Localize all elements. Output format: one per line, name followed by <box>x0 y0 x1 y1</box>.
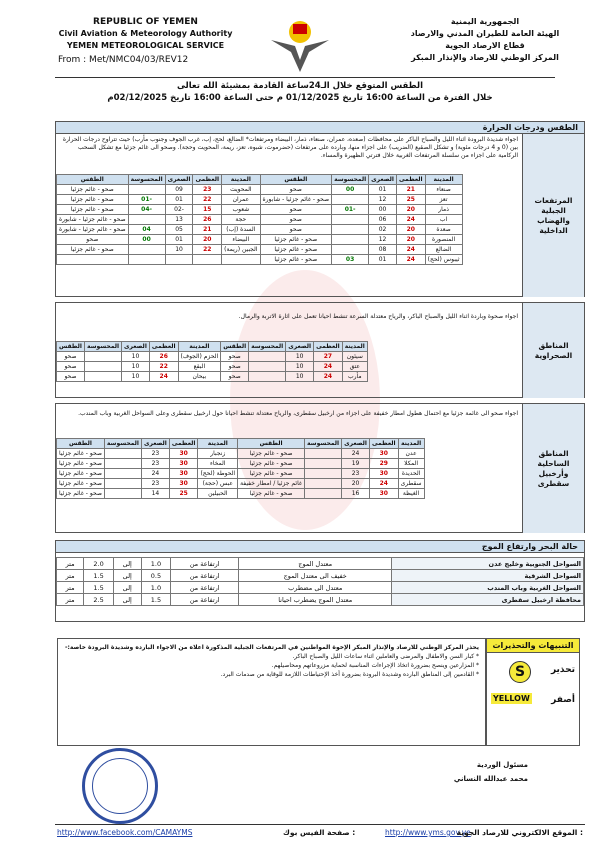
header-en-line: Civil Aviation & Meteorology Authority <box>58 29 233 38</box>
table-cell: 12 <box>369 195 397 205</box>
table-cell <box>332 245 369 255</box>
warning-line: يحذر المركز الوطني للارصاد والإنذار المبكر الإخوة المواطنين في المرتفعات الجبلية المذكورة اعلاه من الاجواء البارده وشديدة البرودة خاصة:- <box>64 644 479 651</box>
table-cell: 01 <box>369 185 397 195</box>
table-cell: 24 <box>396 245 425 255</box>
table-cell <box>165 255 193 265</box>
sea-cell-h_from_label: ارتفاعة من <box>171 594 239 606</box>
table-cell: صحو - غائم جزئيا <box>57 185 129 195</box>
section-desert <box>55 302 585 398</box>
table-cell: 30 <box>369 449 398 459</box>
table-cell: 29 <box>369 459 398 469</box>
table-cell: 24 <box>396 215 425 225</box>
signature-block <box>454 758 528 786</box>
table-cell: 23 <box>193 185 222 195</box>
table-row <box>57 215 463 225</box>
table-cell: 27 <box>314 352 343 362</box>
table-cell: 01- <box>128 195 165 205</box>
table-cell: 30 <box>169 479 198 489</box>
table-cell: 20 <box>342 479 370 489</box>
table-cell: 01 <box>165 195 193 205</box>
facebook-label: صفحة الفيس بوك : <box>283 828 356 837</box>
column-header: المدينة <box>198 439 238 449</box>
table-row <box>57 205 463 215</box>
table-cell <box>128 215 165 225</box>
table-cell: 01 <box>165 235 193 245</box>
table-cell <box>222 255 260 265</box>
table-cell: صحو <box>260 215 332 225</box>
table-cell <box>128 245 165 255</box>
table-cell: غائم جزئيا / امطار خفيفة <box>238 479 305 489</box>
table-cell: 30 <box>369 489 398 499</box>
table-cell: صحو - غائم جزئيا - شابورة <box>57 225 129 235</box>
table-cell: صعدة <box>425 225 462 235</box>
sea-cell-to_label: إلى <box>113 594 141 606</box>
table-cell: 00 <box>369 205 397 215</box>
sea-cell-from: 1.5 <box>141 594 171 606</box>
table-cell: ذمار <box>425 205 462 215</box>
table-cell: 05 <box>165 225 193 235</box>
table-cell: زنجبار <box>198 449 238 459</box>
table-cell: 04- <box>128 205 165 215</box>
table-cell: صحو <box>260 185 332 195</box>
region-description: اجواء صحوة وباردة اثناء الليل والصباح الباكر، والرياح معتدلة السرعة تنشط احيانا تعمل على اثارة الاتربة والرمال. <box>238 313 518 320</box>
table-cell: 24 <box>396 255 425 265</box>
warning-color-en: YELLOW <box>493 694 530 703</box>
header-ar-line: قطاع الارصاد الجوية <box>445 41 525 50</box>
table-cell: صحو - غائم جزئيا <box>57 195 129 205</box>
table-cell <box>84 352 121 362</box>
table-row <box>57 185 463 195</box>
table-cell <box>104 469 141 479</box>
warning-symbol-icon: S <box>509 661 531 683</box>
table-cell: صحو <box>221 352 249 362</box>
table-cell: عدن <box>398 449 424 459</box>
table-cell <box>128 185 165 195</box>
column-header: الطقس <box>260 175 332 185</box>
sea-cell-to: 1.5 <box>84 582 114 594</box>
column-header: الصغرى <box>369 175 397 185</box>
region-label: المناطق الصحراوية <box>522 303 584 398</box>
column-header: العظمى <box>396 175 425 185</box>
table-row <box>57 362 368 372</box>
warning-line: * المزارعين وينصح بضرورة اتخاذ الإجراءات المناسبة لحماية مزروعاتهم ومحاصيلهم. <box>271 662 479 669</box>
table-cell: 10 <box>286 362 314 372</box>
sea-cell-region: السواحل الشرقية <box>392 570 584 582</box>
table-cell: 26 <box>149 352 178 362</box>
table-cell: سقطرى <box>398 479 424 489</box>
column-header: الطقس <box>238 439 305 449</box>
table-cell: صحو <box>221 372 249 382</box>
table-cell: 20 <box>396 225 425 235</box>
table-cell: 23 <box>141 449 169 459</box>
header-en-line: YEMEN METEOROLOGICAL SERVICE <box>66 41 225 50</box>
sea-cell-to_label: إلى <box>113 582 141 594</box>
region-label: المناطق الساحلية وأرخبيل سقطرى <box>522 404 584 533</box>
table-row <box>57 195 463 205</box>
table-cell <box>193 255 222 265</box>
table-cell: الغيظة <box>398 489 424 499</box>
table-cell: صحو - غائم جزئيا <box>238 449 305 459</box>
table-cell: اب <box>425 215 462 225</box>
table-cell: 00 <box>128 235 165 245</box>
sea-cell-state: معتدل الموج <box>239 558 392 570</box>
table-cell <box>305 479 342 489</box>
table-cell: 26 <box>193 215 222 225</box>
column-header: العظمى <box>193 175 222 185</box>
table-cell: 09 <box>165 185 193 195</box>
region-label: المرتفعات الجبلية والهضاب الداخلية <box>522 134 584 297</box>
table-cell: 22 <box>193 245 222 255</box>
table-cell: تعز <box>425 195 462 205</box>
sea-cell-region: محافظة ارخبيل سقطرى <box>392 594 584 606</box>
table-cell: الحزم (الجوف) <box>178 352 221 362</box>
sea-cell-from: 1.0 <box>141 582 171 594</box>
table-cell: 21 <box>396 185 425 195</box>
table-cell <box>57 255 129 265</box>
table-cell: 30 <box>369 469 398 479</box>
sea-cell-unit: متر <box>57 582 84 594</box>
section-sea-state <box>55 540 585 622</box>
table-header-row <box>57 175 463 185</box>
table-cell: 03 <box>332 255 369 265</box>
signature-name: محمد عبدالله النساني <box>453 775 528 783</box>
table-cell: البقع <box>178 362 221 372</box>
column-header: الصغرى <box>286 342 314 352</box>
table-cell: 01 <box>369 255 397 265</box>
table-row <box>57 558 584 570</box>
official-stamp-icon <box>82 748 158 824</box>
table-cell: 24 <box>369 479 398 489</box>
table-cell: 24 <box>342 449 370 459</box>
table-cell: صحو <box>221 362 249 372</box>
table-cell: 20 <box>193 235 222 245</box>
column-header: المحسوسة <box>305 439 342 449</box>
table-cell <box>332 235 369 245</box>
sea-cell-to_label: إلى <box>113 570 141 582</box>
table-cell <box>249 362 286 372</box>
section-heading: الطقس ودرجات الحرارة <box>56 122 584 134</box>
table-cell: 20 <box>396 235 425 245</box>
sea-cell-from: 0.5 <box>141 570 171 582</box>
table-cell <box>305 449 342 459</box>
table-cell: 23 <box>342 469 370 479</box>
table-cell: المكلا <box>398 459 424 469</box>
table-cell: الضالع <box>425 245 462 255</box>
table-cell: 23 <box>141 479 169 489</box>
table-cell: صحو <box>57 362 85 372</box>
table-cell: صحو <box>260 205 332 215</box>
footer <box>55 824 585 840</box>
table-cell: صحو <box>57 352 85 362</box>
table-cell: صحو - غائم جزئيا <box>57 449 105 459</box>
table-cell: 13 <box>165 215 193 225</box>
website-link[interactable]: http://www.yms.gov.ye <box>385 828 471 837</box>
table-cell: 10 <box>286 372 314 382</box>
yemen-eagle-logo-icon <box>265 16 335 74</box>
column-header: العظمى <box>169 439 198 449</box>
table-cell: سيئون <box>342 352 367 362</box>
table-cell: 21 <box>193 225 222 235</box>
table-cell <box>84 362 121 372</box>
sea-cell-to: 2.5 <box>84 594 114 606</box>
warning-line: * القادمين إلى المناطق البارده وشديدة البرودة بضرورة أخذ الإحتياطات اللازمة للوقاية من صدمات البرد. <box>220 671 479 678</box>
table-cell: صحو - غائم جزئيا <box>238 469 305 479</box>
table-cell: صحو <box>57 372 85 382</box>
table-cell <box>84 372 121 382</box>
table-row <box>57 372 368 382</box>
table-cell: الحديدة <box>398 469 424 479</box>
table-cell: الحوطة (لحج) <box>198 469 238 479</box>
column-header: العظمى <box>314 342 343 352</box>
header-english <box>58 16 233 66</box>
table-cell: حجة <box>222 215 260 225</box>
column-header: المحسوسة <box>249 342 286 352</box>
region-description: اجواء صحو الى غائمة جزئيا مع احتمال هطول امطار خفيفة على اجزاء من ارخبيل سقطرى، والرياح معتدلة تنشط احيانا حول ارخبيل سقطرى وعلى السواحل الغربية وباب المندب. <box>78 410 518 417</box>
table-cell: صحو - غائم جزئيا <box>57 469 105 479</box>
table-row <box>57 489 425 499</box>
warning-heading: التنبيهات والتحذيرات <box>487 639 579 653</box>
column-header: الطقس <box>57 439 105 449</box>
table-cell: المنصورة <box>425 235 462 245</box>
warning-color-ar: أصفر <box>551 695 575 705</box>
warning-text <box>57 638 486 746</box>
table-cell: صحو - غائم جزئيا <box>238 489 305 499</box>
sea-table <box>56 557 584 606</box>
sea-cell-region: السواحل الجنوبية وخليج عدن <box>392 558 584 570</box>
sea-cell-to: 2.0 <box>84 558 114 570</box>
column-header: المحسوسة <box>104 439 141 449</box>
table-cell: مأرب <box>342 372 367 382</box>
forecast-period: خلال الفترة من الساعة 16:00 تاريخ 01/12/2025 م حتى الساعة 16:00 تاريخ 02/12/2025م <box>107 93 493 103</box>
table-cell: الجبين (ريمة) <box>222 245 260 255</box>
table-cell: 16 <box>342 489 370 499</box>
table-cell <box>104 489 141 499</box>
table-cell: 10 <box>122 352 150 362</box>
sea-cell-from: 1.0 <box>141 558 171 570</box>
table-row <box>57 449 425 459</box>
table-cell: 19 <box>342 459 370 469</box>
table-cell: صحو - غائم جزئيا - شابورة <box>260 195 332 205</box>
column-header: المدينة <box>398 439 424 449</box>
table-row <box>57 469 425 479</box>
table-cell: 25 <box>169 489 198 499</box>
table-cell: الحبيلين <box>198 489 238 499</box>
table-row <box>57 582 584 594</box>
table-cell: 02- <box>165 205 193 215</box>
sea-cell-unit: متر <box>57 594 84 606</box>
table-cell: شعوب <box>222 205 260 215</box>
table-cell: 06 <box>369 215 397 225</box>
section-highlands <box>55 121 585 297</box>
table-cell: عمران <box>222 195 260 205</box>
table-row <box>57 245 463 255</box>
table-header-row <box>57 342 368 352</box>
table-cell: صحو <box>57 235 129 245</box>
column-header: الصغرى <box>342 439 370 449</box>
table-cell: ثيبوس (لحج) <box>425 255 462 265</box>
sea-cell-state: معتدل الموج يضطرب احيانا <box>239 594 392 606</box>
table-cell <box>104 459 141 469</box>
table-cell: صحو - غائم جزئيا - شابورة <box>57 215 129 225</box>
sea-cell-unit: متر <box>57 558 84 570</box>
column-header: المحسوسة <box>128 175 165 185</box>
table-cell <box>305 459 342 469</box>
table-cell: السدة (إب) <box>222 225 260 235</box>
table-cell <box>305 489 342 499</box>
header-arabic <box>390 16 580 64</box>
table-cell: 24 <box>314 362 343 372</box>
table-cell: 10 <box>165 245 193 255</box>
table-cell: 14 <box>141 489 169 499</box>
table-cell: 02 <box>369 225 397 235</box>
table-cell: البيضاء <box>222 235 260 245</box>
temperature-table <box>56 174 463 265</box>
sea-cell-state: خفيف الى معتدل الموج <box>239 570 392 582</box>
table-row <box>57 235 463 245</box>
table-row <box>57 352 368 362</box>
table-cell: صحو - غائم جزئيا <box>57 489 105 499</box>
table-cell: صحو <box>260 225 332 235</box>
sea-cell-state: معتدل الى مضطرب <box>239 582 392 594</box>
table-cell: عبس (حجة) <box>198 479 238 489</box>
header-en-line: REPUBLIC OF YEMEN <box>93 17 198 27</box>
table-cell: 22 <box>193 195 222 205</box>
table-row <box>57 225 463 235</box>
table-cell: صحو - غائم جزئيا <box>57 459 105 469</box>
table-cell: المحويت <box>222 185 260 195</box>
sea-cell-region: السواحل الغربية وباب المندب <box>392 582 584 594</box>
table-cell: صنعاء <box>425 185 462 195</box>
column-header: الطقس <box>57 175 129 185</box>
table-cell <box>332 215 369 225</box>
table-cell: 30 <box>169 459 198 469</box>
table-cell <box>332 225 369 235</box>
column-header: المدينة <box>222 175 260 185</box>
column-header: المدينة <box>342 342 367 352</box>
table-row <box>57 255 463 265</box>
table-cell: صحو - غائم جزئيا <box>57 479 105 489</box>
column-header: العظمى <box>149 342 178 352</box>
table-cell: 15 <box>193 205 222 215</box>
header-ar-line: الهيئة العامة للطيران المدني والارصاد <box>410 29 560 38</box>
table-cell <box>305 469 342 479</box>
column-header: الصغرى <box>141 439 169 449</box>
table-cell: صحو - غائم جزئيا <box>260 235 332 245</box>
sea-cell-unit: متر <box>57 570 84 582</box>
sea-cell-h_from_label: ارتفاعة من <box>171 582 239 594</box>
table-cell: 30 <box>169 469 198 479</box>
table-cell: 04 <box>128 225 165 235</box>
temperature-table <box>56 341 368 382</box>
table-cell <box>104 479 141 489</box>
table-cell: 08 <box>369 245 397 255</box>
header-ar-line: المركز الوطني للارصاد والإنذار المبكر <box>411 53 559 62</box>
table-cell: 22 <box>149 362 178 372</box>
table-cell: المخاء <box>198 459 238 469</box>
table-cell: 10 <box>122 362 150 372</box>
table-cell: 20 <box>396 205 425 215</box>
table-cell: 01- <box>332 205 369 215</box>
table-row <box>57 479 425 489</box>
warning-level-box <box>486 638 580 746</box>
table-row <box>57 570 584 582</box>
table-cell: عتق <box>342 362 367 372</box>
column-header: المدينة <box>425 175 462 185</box>
forecast-title-line: الطقس المتوقع خلال الـ24ساعة القادمة بمشيئة الله تعالى <box>176 81 424 91</box>
column-header: الصغرى <box>122 342 150 352</box>
table-row <box>57 459 425 469</box>
sea-cell-h_from_label: ارتفاعة من <box>171 570 239 582</box>
section-heading: حالة البحر وارتفاع الموج <box>56 541 584 553</box>
table-cell: 24 <box>149 372 178 382</box>
column-header: الصغرى <box>165 175 193 185</box>
table-cell: صحو - غائم جزئيا <box>260 245 332 255</box>
column-header: الطقس <box>57 342 85 352</box>
table-cell <box>249 372 286 382</box>
table-cell <box>104 449 141 459</box>
table-cell: 30 <box>169 449 198 459</box>
table-cell: 00 <box>332 185 369 195</box>
table-cell: 24 <box>141 469 169 479</box>
warning-line: * كبار السن والاطفال والمرضى والعاملين اثناء ساعات الليل والصباح الباكر. <box>292 653 479 660</box>
warning-level: تحذير <box>550 665 575 675</box>
header-divider <box>55 77 555 78</box>
table-cell <box>249 352 286 362</box>
table-cell: 10 <box>122 372 150 382</box>
column-header: الطقس <box>221 342 249 352</box>
temperature-table <box>56 438 425 499</box>
table-cell: 23 <box>141 459 169 469</box>
table-row <box>57 594 584 606</box>
sea-cell-h_from_label: ارتفاعة من <box>171 558 239 570</box>
table-header-row <box>57 439 425 449</box>
facebook-link[interactable]: http://www.facebook.com/CAMAYMS <box>57 828 193 837</box>
section-coastal <box>55 403 585 533</box>
table-cell: 25 <box>396 195 425 205</box>
table-cell: صحو - غائم جزئيا <box>57 205 129 215</box>
table-cell: صحو - غائم جزئيا <box>260 255 332 265</box>
table-cell <box>332 195 369 205</box>
column-header: المحسوسة <box>84 342 121 352</box>
table-cell: صحو - غائم جزئيا <box>238 459 305 469</box>
header-en-ref: From : Met/NMC04/03/REV12 <box>58 55 189 65</box>
table-cell: 24 <box>314 372 343 382</box>
sea-cell-to_label: إلى <box>113 558 141 570</box>
column-header: العظمى <box>369 439 398 449</box>
website-label: الموقع الالكتروني للارصاد الجوية : <box>456 828 583 837</box>
region-description: اجواء شديدة البرودة اثناء الليل والصباح الباكر على محافظات (صعده، عمران، صنعاء، ذمار، البيضاء ومرتفعات* الضالع، لحج، إب، غرب الجوف وجنوب مأرب) حيث تتراوح درجات الحرارة بين (0 و 4 درجات مئوية) و تشكل الصقيع (الضريب) على اجزاء منها، وبارده على مرتفعات (حضرموت، شبوه، تعز، ريمة، المحويت وحجة). وصحو الى غائم جزئيا مع تشكل السحب الركامية على اجزاء من سلسلة المرتفعات الغربية خلال فترتي الظهيرة والمساء. <box>62 136 518 159</box>
column-header: المحسوسة <box>332 175 369 185</box>
header-ar-line: الجمهورية اليمنية <box>450 17 520 26</box>
table-cell <box>128 255 165 265</box>
table-cell: بيحان <box>178 372 221 382</box>
table-cell: 10 <box>286 352 314 362</box>
table-cell: صحو - غائم جزئيا <box>57 245 129 255</box>
column-header: المدينة <box>178 342 221 352</box>
table-cell: 12 <box>369 235 397 245</box>
forecast-title <box>0 80 600 104</box>
sea-cell-to: 1.5 <box>84 570 114 582</box>
signature-role: مسئول الوردية <box>476 761 528 769</box>
